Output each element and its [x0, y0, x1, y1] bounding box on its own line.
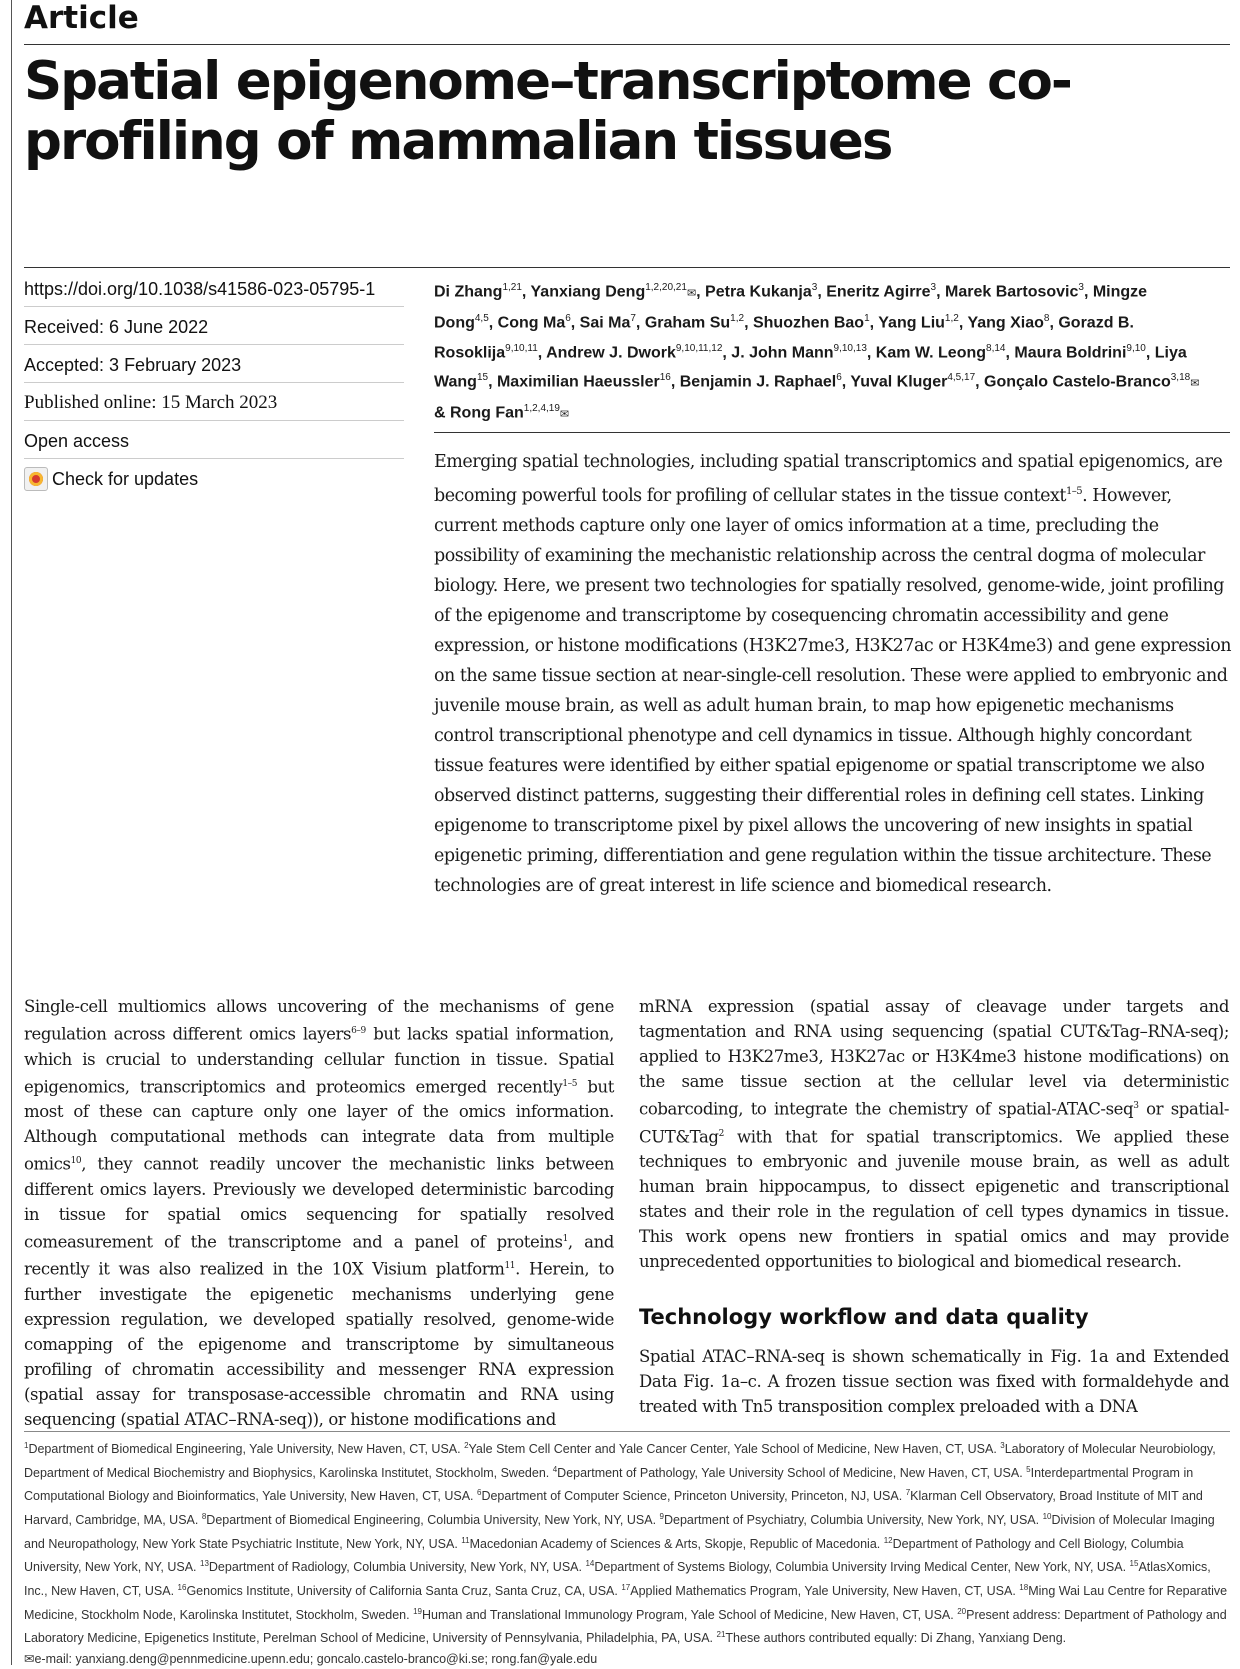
- affiliation-text: Human and Translational Immunology Program, Yale School of Medicine, New Haven, CT, USA.: [421, 1607, 958, 1622]
- published-date: Published online: 15 March 2023: [24, 390, 404, 421]
- body-text: but most of these can capture only one layer of the omics information. Although computational methods can integrate data from multiple omics: [24, 1077, 614, 1174]
- author-name: Mingze Dong: [434, 283, 1148, 332]
- affiliation-text: Yale Stem Cell Center and Yale Cancer Center, Yale School of Medicine, New Haven, CT, USA.: [468, 1442, 1001, 1457]
- author-name: Marek Bartosovic: [945, 283, 1079, 301]
- author-affiliation-number: 1,2: [730, 313, 745, 325]
- reference-superscript: 15: [1129, 1559, 1139, 1569]
- reference-superscript: 10: [70, 1156, 82, 1166]
- affiliation-text: Present address: Department of Pathology and Laboratory Medicine, Epigenetics Institute, Perelman School of Medicine, University of Pennsylvania, Philadelphia, PA, USA.: [24, 1607, 1227, 1646]
- check-for-updates-link[interactable]: [24, 466, 404, 496]
- envelope-icon: ✉: [1190, 377, 1200, 390]
- reference-superscript: 14: [585, 1559, 595, 1569]
- author-affiliation-number: 3,18: [1170, 371, 1191, 383]
- author-affiliation-number: 1,2: [944, 313, 959, 325]
- affiliation-text: AtlasXomics, Inc., New Haven, CT, USA.: [24, 1560, 1211, 1599]
- author-name: Gonçalo Castelo-Branco: [984, 373, 1171, 391]
- reference-superscript: 9: [659, 1511, 664, 1521]
- reference-superscript: 5: [1026, 1464, 1031, 1474]
- reference-superscript: 1–5: [562, 1078, 578, 1089]
- affiliation-text: Department of Biomedical Engineering, Columbia University, New York, NY, USA.: [206, 1513, 660, 1528]
- reference-superscript: 1–5: [1065, 486, 1083, 497]
- author-affiliation-number: 9,10: [1126, 342, 1146, 354]
- author-name: Graham Su: [644, 314, 731, 332]
- reference-superscript: 1: [562, 1233, 568, 1244]
- reference-superscript: 2: [464, 1441, 469, 1450]
- author-name: Shuozhen Bao: [752, 314, 865, 332]
- affiliation-text: Department of Biomedical Engineering, Yale University, New Haven, CT, USA.: [28, 1442, 465, 1457]
- reference-superscript: 19: [413, 1606, 422, 1616]
- body-text: with that for spatial transcriptomics. We applied these techniques to embryonic and juvenile mouse brain, as well as adult human brain hippocampus, to dissect epigenetic and transcriptional states and their role in the regulation of cell types dynamics in tissue. This work opens new frontiers in spatial omics and may provide unprecedented opportunities to biological and biomedical research.: [639, 1127, 1229, 1271]
- reference-superscript: 10: [1042, 1511, 1052, 1521]
- article-title: Spatial epigenome–transcriptome co-profiling of mammalian tissues: [24, 51, 1071, 172]
- received-date: Received: 6 June 2022: [24, 314, 404, 345]
- affiliation-text: Ming Wai Lau Centre for Reparative Medicine, Stockholm Node, Karolinska Institutet, Stockholm, Sweden.: [24, 1584, 1228, 1622]
- affiliation-text: Klarman Cell Observatory, Broad Institute of MIT and Harvard, Cambridge, MA, USA.: [24, 1489, 1203, 1528]
- affiliation-text: Applied Mathematics Program, Yale University, New Haven, CT, USA.: [630, 1584, 1020, 1599]
- author-affiliation-number: 7: [630, 313, 636, 325]
- author-name: Yang Xiao: [967, 314, 1044, 332]
- body-text: or spatial-CUT&Tag: [639, 1099, 1229, 1146]
- check-for-updates-label: Check for updates: [52, 469, 199, 489]
- open-access-label: Open access: [24, 428, 404, 459]
- reference-superscript: 13: [200, 1559, 209, 1569]
- body-column-right: [639, 994, 1229, 1274]
- affiliation-text: Department of Computer Science, Princeton University, Princeton, NJ, USA.: [481, 1489, 906, 1504]
- footnote-divider: [24, 1431, 1230, 1432]
- affiliation-text: Macedonian Academy of Sciences & Arts, Skopje, Republic of Macedonia.: [469, 1536, 884, 1551]
- reference-superscript: 6–9: [351, 1026, 366, 1036]
- header-divider: [24, 44, 1230, 45]
- affiliation-text: Laboratory of Molecular Neurobiology, Department of Medical Biochemistry and Biophysics, Karolinska Institutet, Stockholm, Sweden.: [24, 1442, 1216, 1480]
- reference-superscript: 17: [621, 1582, 631, 1592]
- author-affiliation-number: 8,14: [986, 342, 1006, 354]
- author-affiliation-number: 1,21: [502, 282, 522, 293]
- affiliations-footnote: [24, 1436, 1230, 1669]
- author-affiliation-number: 4,5,17: [947, 371, 976, 383]
- envelope-icon: ✉: [559, 408, 570, 421]
- reference-superscript: 2: [718, 1128, 724, 1139]
- reference-superscript: 3: [1133, 1101, 1139, 1111]
- author-affiliation-number: 1,2,20,21: [645, 282, 687, 293]
- affiliation-text: Department of Pathology and Cell Biology, Columbia University, New York, NY, USA.: [24, 1536, 1184, 1575]
- author-name: Maura Boldrini: [1014, 343, 1127, 361]
- affiliation-text: Department of Psychiatry, Columbia University, New York, NY, USA.: [663, 1513, 1043, 1528]
- reference-superscript: 8: [201, 1511, 207, 1521]
- author-name: Eneritz Agirre: [826, 283, 931, 301]
- author-affiliation-number: 9,10,13: [833, 342, 867, 354]
- author-name: Maximilian Haeussler: [496, 373, 660, 391]
- affiliation-text: Department of Systems Biology, Columbia University Irving Medical Center, New York, NY, USA.: [594, 1560, 1130, 1575]
- article-metadata: [24, 276, 404, 503]
- author-affiliation-number: 6: [565, 313, 571, 325]
- author-name: Gorazd B. Rosoklija: [434, 314, 1134, 361]
- envelope-icon: ✉: [686, 287, 697, 300]
- reference-superscript: 3: [1000, 1441, 1005, 1450]
- author-affiliation-number: 3: [811, 282, 818, 293]
- author-affiliation-number: 3: [930, 282, 937, 293]
- reference-superscript: 20: [957, 1606, 967, 1616]
- author-affiliation-number: 9,10,11: [505, 342, 538, 354]
- reference-superscript: 7: [905, 1488, 911, 1498]
- reference-superscript: 11: [504, 1261, 516, 1271]
- author-affiliation-number: 3: [1078, 282, 1084, 293]
- body-text: . Herein, to further investigate the epigenetic mechanisms underlying gene expression regulation, we developed spatially resolved, genome-wide comapping of the epigenome and transcriptome by simultaneous profiling of chromatin accessibility and messenger RNA expression (spatial assay for transposase-accessible chromatin and RNA using sequencing (spatial ATAC–RNA-seq)), or histone modifications and: [24, 1259, 614, 1429]
- reference-superscript: 1: [24, 1441, 29, 1450]
- author-list: Di Zhang$^{1,21}$, Yanxiang Deng$^{1,2,20,21}$✉, Petra Kukanja$^3$, Eneritz Agirre$^3$, Marek Bartosovic$^3$, Mingze Dong$^{4,5}$, Cong Ma$^6$, Sai Ma$^7$, Graham Su$^{1,2}$, Shuozhen Bao$^1$, Yang Liu$^{1,2}$, Yang Xiao$^8$, Gorazd B. Rosoklija$^{9,10,11}$, Andrew J. Dwork$^{9,10,11,12}$, J. John Mann$^{9,10,13}$, Kam W. Leong$^{8,14}$, Maura Boldrini$^{9,10}$, Liya Wang$^{15}$, Maximilian Haeussler$^{16}$, Benjamin J. Raphael$^6$, Yuval Kluger$^{4,5,17}$, Gonçalo Castelo-Branco$^{3,18}$✉ & Rong Fan$^{1,2,4,19}$✉: [434, 282, 1200, 422]
- author-name: Andrew J. Dwork: [546, 343, 676, 361]
- author-name: Cong Ma: [497, 314, 566, 332]
- reference-superscript: 18: [1019, 1582, 1029, 1592]
- doi-link[interactable]: https://doi.org/10.1038/s41586-023-05795-1: [24, 276, 404, 307]
- title-divider: [24, 267, 1230, 268]
- author-name: Di Zhang: [434, 283, 503, 301]
- reference-superscript: 16: [177, 1582, 187, 1592]
- abstract-divider: [434, 432, 1230, 433]
- section-heading: Technology workflow and data quality: [639, 1305, 1089, 1329]
- corresponding-emails: e-mail: yanxiang.deng@pennmedicine.upenn.edu; goncalo.castelo-branco@ki.se; rong.fan@yale.edu: [34, 1651, 598, 1666]
- crossmark-icon: [24, 467, 48, 491]
- reference-superscript: 4: [552, 1464, 558, 1474]
- author-affiliation-number: 1: [864, 313, 870, 325]
- reference-superscript: 12: [883, 1535, 893, 1545]
- section-body-text: Spatial ATAC–RNA-seq is shown schematically in Fig. 1a and Extended Data Fig. 1a–c. A frozen tissue section was fixed with formaldehyde and treated with Tn5 transposition complex preloaded with a DNA: [639, 1347, 1229, 1416]
- affiliation-text: Division of Molecular Imaging and Neuropathology, New York State Psychiatric Institute, New York, NY, USA.: [24, 1513, 1215, 1551]
- author-affiliation-number: 9,10,11,12: [675, 342, 723, 354]
- author-name: Liya Wang: [434, 343, 1187, 391]
- body-text: , and recently it was also realized in the 10X Visium platform: [24, 1232, 614, 1279]
- author-name: Yanxiang Deng: [530, 283, 646, 301]
- article-type-label: Article: [24, 0, 139, 36]
- author-affiliation-number: 1,2,4,19: [523, 403, 560, 415]
- author-name: Petra Kukanja: [705, 283, 812, 301]
- affiliation-text: These authors contributed equally: Di Zhang, Yanxiang Deng.: [725, 1631, 1067, 1646]
- left-margin-rule: [11, 0, 12, 1665]
- abstract: [434, 447, 1234, 901]
- author-name: J. John Mann: [731, 343, 834, 361]
- body-text: mRNA expression (spatial assay of cleavage under targets and tagmentation and RNA using sequencing (spatial CUT&Tag–RNA-seq); applied to H3K27me3, H3K27ac or H3K4me3 histone modifications) on the same tissue section at the cellular level via deterministic cobarcoding, to integrate the chemistry of spatial-ATAC-seq: [639, 997, 1229, 1119]
- author-affiliation-number: 15: [476, 371, 489, 383]
- affiliation-text: Genomics Institute, University of California Santa Cruz, Santa Cruz, CA, USA.: [186, 1584, 622, 1599]
- author-affiliation-number: 16: [659, 371, 671, 383]
- body-text: Single-cell multiomics allows uncovering of the mechanisms of gene regulation across different omics layers: [24, 997, 614, 1044]
- author-name: Yang Liu: [878, 314, 945, 332]
- body-text: , they cannot readily uncover the mechanistic links between different omics layers. Previously we developed deterministic barcoding in tissue for spatial omics sequencing for spatially resolved comeasurement of the transcriptome and a panel of proteins: [24, 1154, 614, 1251]
- reference-superscript: 11: [461, 1535, 470, 1545]
- reference-superscript: 21: [716, 1630, 726, 1640]
- abstract-text: Emerging spatial technologies, including spatial transcriptomics and spatial epigenomics, are becoming powerful tools for profiling of cellular states in the tissue context: [434, 452, 1223, 506]
- author-name: Rong Fan: [450, 404, 524, 422]
- envelope-icon: ✉: [24, 1651, 35, 1666]
- author-name: Sai Ma: [579, 314, 631, 332]
- abstract-text: . However, current methods capture only one layer of omics information at a time, precluding the possibility of examining the mechanistic relationship across the central dogma of molecular biology. Here, we present two technologies for spatially resolved, genome-wide, joint profiling of the epigenome and transcriptome by cosequencing chromatin accessibility and gene expression, or histone modifications (H3K27me3, H3K27ac or H3K4me3) and gene expression on the same tissue section at near-single-cell resolution. These were applied to embryonic and juvenile mouse brain, as well as adult human brain, to map how epigenetic mechanisms control transcriptional phenotype and cell dynamics in tissue. Although highly concordant tissue features were identified by either spatial epigenome or spatial transcriptome we also observed distinct patterns, suggesting their differential roles in defining cell states. Linking epigenome to transcriptome pixel by pixel allows the uncovering of new insights in spatial epigenetic priming, differentiation and gene regulation within the tissue architecture. These technologies are of great interest in life science and biomedical research.: [434, 485, 1232, 896]
- author-name: Yuval Kluger: [850, 373, 948, 391]
- author-affiliation-number: 6: [836, 371, 842, 383]
- author-name: Kam W. Leong: [875, 343, 987, 361]
- author-affiliation-number: 4,5: [474, 313, 489, 325]
- author-name: Benjamin J. Raphael: [679, 373, 837, 391]
- accepted-date: Accepted: 3 February 2023: [24, 352, 404, 383]
- body-column-left: [24, 994, 614, 1432]
- author-affiliation-number: 8: [1043, 313, 1050, 325]
- affiliation-text: Department of Pathology, Yale University School of Medicine, New Haven, CT, USA.: [557, 1465, 1027, 1480]
- affiliation-text: Interdepartmental Program in Computational Biology and Bioinformatics, Yale University, New Haven, CT, USA.: [24, 1465, 1194, 1504]
- body-text: but lacks spatial information, which is crucial to understanding cellular function in tissue. Spatial epigenomics, transcriptomics and proteomics emerged recently: [24, 1024, 614, 1096]
- reference-superscript: 6: [476, 1488, 482, 1498]
- affiliation-text: Department of Radiology, Columbia University, New York, NY, USA.: [208, 1560, 586, 1575]
